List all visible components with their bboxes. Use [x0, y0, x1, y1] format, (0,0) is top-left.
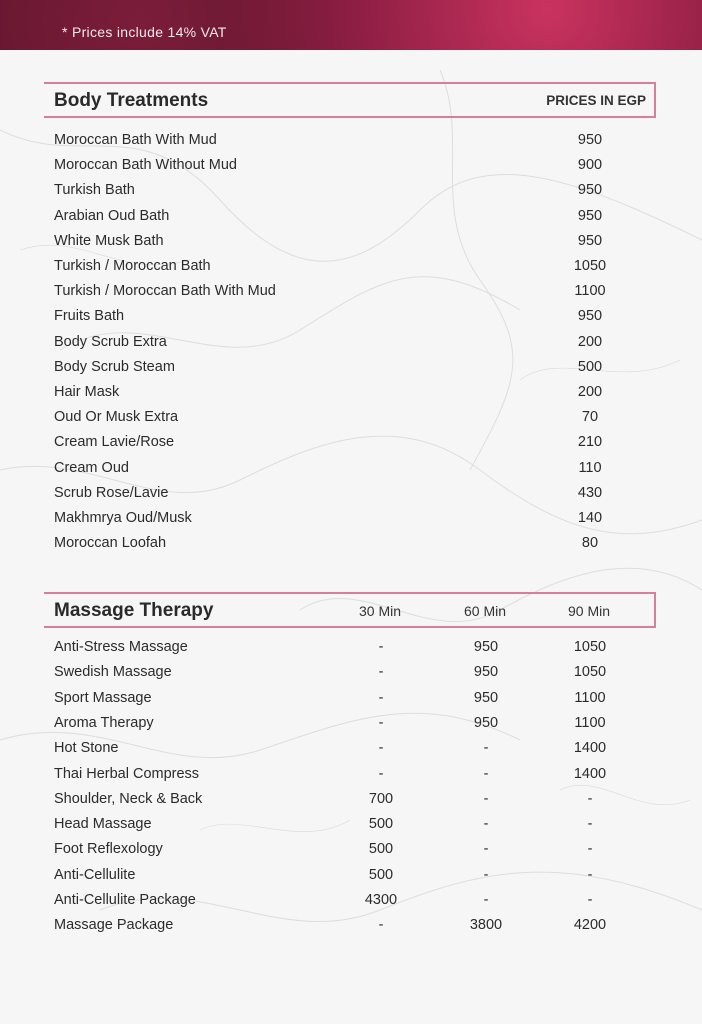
massage-name: Shoulder, Neck & Back	[54, 790, 203, 807]
massage-row	[54, 892, 654, 914]
price-60-min: -	[483, 892, 489, 908]
price-60-min: 950	[473, 664, 499, 681]
price-header: PRICES IN EGP	[546, 93, 646, 108]
massage-row	[54, 766, 654, 788]
price-90-min: 1100	[574, 714, 606, 731]
price-30-min: 700	[368, 790, 394, 807]
body-treatment-row	[54, 208, 654, 230]
price-30-min: -	[378, 917, 384, 934]
treatment-price: 80	[581, 535, 599, 552]
body-treatment-row	[54, 182, 654, 204]
price-90-min: -	[587, 866, 593, 883]
treatment-price: 110	[578, 459, 602, 476]
price-90-min: 1100	[574, 689, 606, 706]
body-treatment-row	[54, 233, 654, 255]
treatment-name: Moroccan Loofah	[54, 535, 167, 552]
price-30-min: 500	[368, 841, 394, 858]
massage-therapy-title: Massage Therapy	[54, 600, 214, 621]
treatment-price: 950	[577, 232, 603, 249]
col-90-min: 90 Min	[567, 603, 611, 619]
col-30-min: 30 Min	[358, 603, 402, 619]
price-90-min: 1400	[573, 765, 607, 782]
body-treatment-row	[54, 157, 654, 179]
treatment-name: Turkish / Moroccan Bath With Mud	[54, 283, 276, 300]
price-90-min: -	[587, 841, 593, 858]
body-treatment-row	[54, 409, 654, 431]
massage-name: Massage Package	[54, 917, 174, 934]
massage-row	[54, 664, 654, 686]
massage-name: Sport Massage	[54, 689, 152, 706]
treatment-name: Oud Or Musk Extra	[54, 409, 179, 426]
body-treatment-row	[54, 460, 654, 482]
treatment-price: 500	[577, 358, 603, 375]
body-treatment-row	[54, 258, 654, 280]
massage-row	[54, 791, 654, 813]
treatment-name: Scrub Rose/Lavie	[54, 484, 169, 501]
treatment-price: 1050	[573, 258, 607, 274]
price-60-min: -	[483, 765, 489, 782]
header-underline	[44, 116, 656, 118]
price-60-min: -	[483, 740, 489, 757]
body-treatment-row	[54, 535, 654, 557]
body-treatment-row	[54, 132, 654, 154]
massage-name: Aroma Therapy	[54, 714, 154, 731]
treatment-price: 430	[577, 484, 603, 501]
body-treatment-row	[54, 334, 654, 356]
price-90-min: 1400	[573, 740, 607, 757]
treatment-price: 950	[577, 207, 603, 224]
price-60-min: 950	[473, 689, 499, 706]
price-60-min: 950	[473, 639, 499, 655]
price-30-min: 4300	[364, 892, 398, 908]
treatment-price: 950	[577, 308, 603, 325]
massage-row	[54, 841, 654, 863]
treatment-name: Fruits Bath	[54, 308, 125, 325]
price-60-min: -	[483, 790, 489, 807]
price-30-min: -	[378, 714, 384, 731]
price-60-min: 950	[473, 714, 499, 731]
massage-name: Anti-Cellulite Package	[54, 892, 196, 908]
massage-name: Swedish Massage	[54, 664, 172, 681]
treatment-name: Turkish / Moroccan Bath	[54, 258, 211, 274]
treatment-price: 140	[577, 510, 603, 526]
price-60-min: -	[483, 841, 489, 858]
treatment-price: 900	[577, 157, 603, 174]
price-90-min: 1050	[573, 639, 607, 655]
price-60-min: -	[483, 816, 489, 833]
massage-name: Anti-Cellulite	[54, 866, 136, 883]
treatment-name: Cream Lavie/Rose	[54, 434, 175, 451]
body-treatment-row	[54, 308, 654, 330]
massage-row	[54, 867, 654, 889]
treatment-price: 950	[577, 182, 603, 199]
treatment-price: 950	[577, 132, 603, 148]
treatment-name: Hair Mask	[54, 384, 120, 400]
body-treatment-row	[54, 510, 654, 532]
price-30-min: -	[378, 689, 384, 706]
body-treatments-title: Body Treatments	[54, 90, 209, 111]
treatment-name: Cream Oud	[54, 459, 129, 476]
header-underline	[44, 626, 656, 628]
price-30-min: -	[378, 740, 384, 757]
body-treatment-row	[54, 384, 654, 406]
massage-name: Anti-Stress Massage	[54, 639, 188, 655]
price-30-min: -	[378, 639, 384, 655]
header-banner	[0, 0, 702, 50]
treatment-name: Moroccan Bath With Mud	[54, 132, 217, 148]
massage-row	[54, 715, 654, 737]
massage-name: Foot Reflexology	[54, 841, 163, 858]
treatment-name: White Musk Bath	[54, 232, 164, 249]
massage-row	[54, 690, 654, 712]
price-60-min: -	[483, 866, 489, 883]
price-90-min: 4200	[573, 917, 607, 934]
price-90-min: -	[587, 816, 593, 833]
price-30-min: -	[378, 765, 384, 782]
treatment-name: Body Scrub Steam	[54, 358, 175, 375]
massage-therapy-header	[44, 592, 656, 626]
price-30-min: 500	[368, 816, 394, 833]
treatment-name: Turkish Bath	[54, 182, 135, 199]
treatment-price: 200	[577, 384, 603, 400]
treatment-name: Body Scrub Extra	[54, 333, 167, 350]
body-treatment-row	[54, 434, 654, 456]
treatment-price: 200	[577, 333, 603, 350]
body-treatments-header	[44, 82, 656, 116]
massage-row	[54, 740, 654, 762]
body-treatment-row	[54, 283, 654, 305]
price-90-min: -	[587, 892, 593, 908]
body-treatment-row	[54, 485, 654, 507]
treatment-name: Moroccan Bath Without Mud	[54, 157, 237, 174]
vat-note: * Prices include 14% VAT	[62, 24, 227, 40]
treatment-name: Arabian Oud Bath	[54, 207, 170, 224]
massage-row	[54, 816, 654, 838]
treatment-price: 1100	[574, 283, 606, 300]
col-60-min: 60 Min	[463, 603, 507, 619]
body-treatment-row	[54, 359, 654, 381]
massage-row	[54, 639, 654, 661]
treatment-price: 210	[577, 434, 603, 451]
treatment-price: 70	[581, 409, 599, 426]
massage-name: Head Massage	[54, 816, 152, 833]
price-30-min: -	[378, 664, 384, 681]
massage-row	[54, 917, 654, 939]
massage-name: Thai Herbal Compress	[54, 765, 200, 782]
price-90-min: -	[587, 790, 593, 807]
price-60-min: 3800	[469, 917, 503, 934]
price-30-min: 500	[368, 866, 394, 883]
price-90-min: 1050	[573, 664, 607, 681]
massage-name: Hot Stone	[54, 740, 119, 757]
treatment-name: Makhmrya Oud/Musk	[54, 510, 192, 526]
